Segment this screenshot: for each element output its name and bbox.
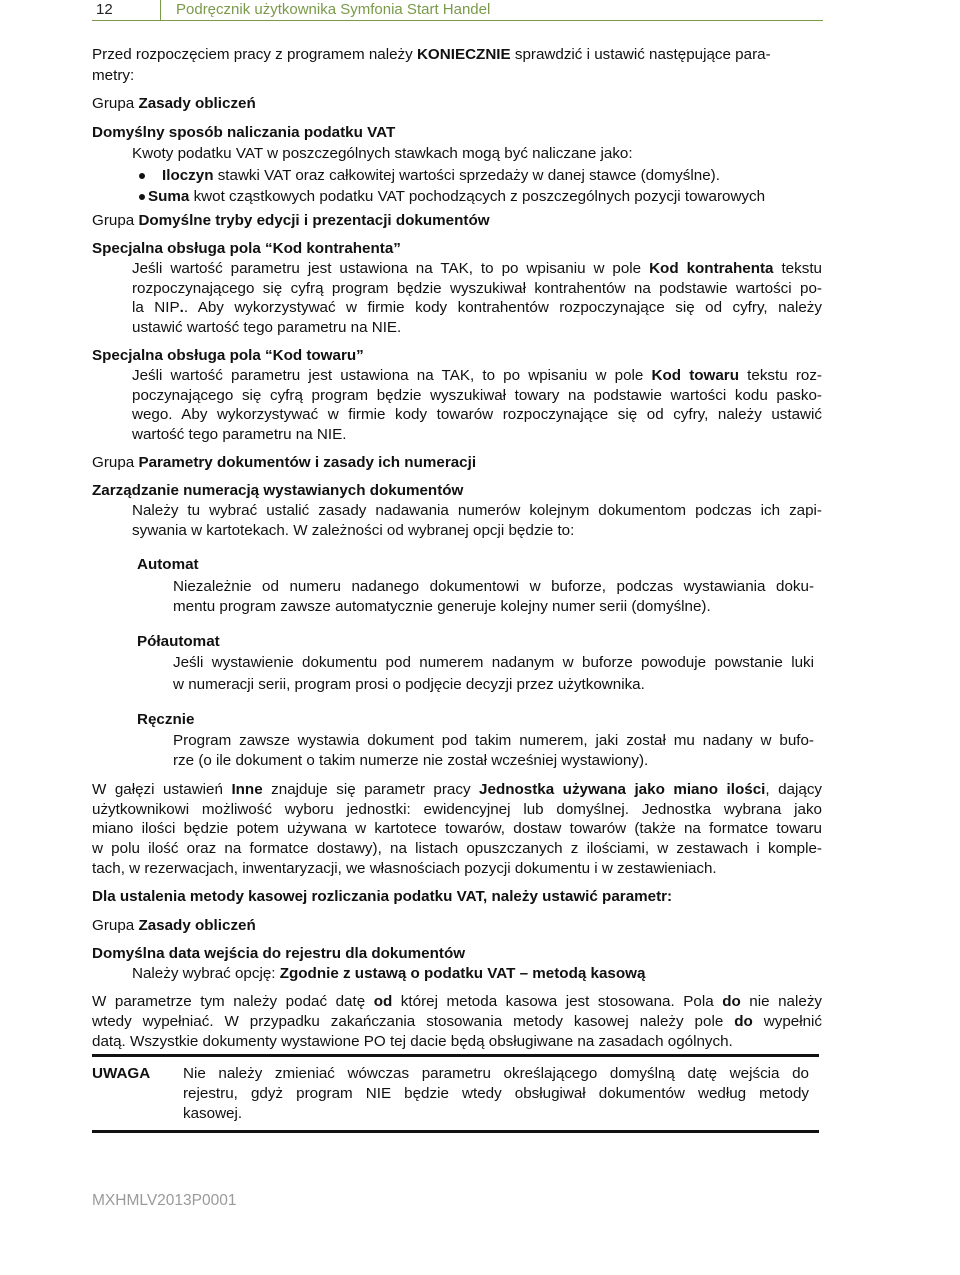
footer-code: MXHMLV2013P0001 — [92, 1192, 237, 1209]
running-title: Podręcznik użytkownika Symfonia Start Handel — [176, 1, 491, 18]
option-recznie-line-2: rze (o ile dokument o takim numerze nie został wcześniej wystawiony). — [173, 752, 649, 769]
vat-title: Domyślny sposób naliczania podatku VAT — [92, 124, 396, 141]
numeracja-line-2: sywania w kartotekach. W zależności od wybranej opcji będzie to: — [132, 522, 575, 539]
bullet-icon — [139, 194, 145, 200]
page-number: 12 — [96, 1, 113, 18]
group-heading-3: Grupa Parametry dokumentów i zasady ich numeracji — [92, 454, 477, 471]
kod-towaru-line-4: wartość tego parametru na NIE. — [132, 426, 347, 443]
intro-line-2: metry: — [92, 67, 135, 84]
data-wejscia-option: Należy wybrać opcję: Zgodnie z ustawą o podatku VAT – metodą kasową — [132, 965, 646, 982]
kod-kontrahenta-line-4: ustawić wartość tego parametru na NIE. — [132, 319, 402, 336]
group-heading-4: Grupa Zasady obliczeń — [92, 917, 256, 934]
data-wejscia-title: Domyślna data wejścia do rejestru dla dokumentów — [92, 945, 466, 962]
numeracja-title: Zarządzanie numeracją wystawianych dokumentów — [92, 482, 464, 499]
note-line-3: kasowej. — [183, 1105, 243, 1122]
kasowa-heading: Dla ustalenia metody kasowej rozliczania podatku VAT, należy ustawić parametr: — [92, 888, 673, 905]
note-line-2: rejestru, gdyż program NIE będzie wtedy obsługiwał dokumentów według metody — [183, 1085, 809, 1102]
inne-line-4: w polu ilość oraz na formatce dostawy), na listach opuszczanych z ilościami, w zestawach i komple- — [92, 840, 822, 857]
option-recznie-line-1: Program zawsze wystawia dokument pod takim numerem, jaki został mu nadany w bufo- — [173, 732, 814, 749]
kasowa-para-line-2: wtedy wypełniać. W przypadku zakańczania stosowania metody kasowej należy pole do wypełnić — [92, 1013, 822, 1030]
kasowa-para-line-1: W parametrze tym należy podać datę od której metoda kasowa jest stosowana. Pola do nie należy — [92, 993, 823, 1010]
kod-kontrahenta-title: Specjalna obsługa pola “Kod kontrahenta” — [92, 240, 401, 257]
inne-line-2: użytkownikowi możliwość wyboru jednostki: ewidencyjnej lub domyślnej. Jednostka wybrana jako — [92, 801, 822, 818]
vat-desc: Kwoty podatku VAT w poszczególnych stawkach mogą być naliczane jako: — [132, 145, 633, 162]
header-rule — [92, 20, 823, 21]
intro-line-1: Przed rozpoczęciem pracy z programem należy KONIECZNIE sprawdzić i ustawić następujące para- — [92, 46, 771, 63]
kod-towaru-line-3: wego. Aby wykorzystywać w firmie kody towarów rozpoczynające się od cyfry, należy ustawić — [132, 406, 822, 423]
option-recznie-name: Ręcznie — [137, 711, 195, 728]
kasowa-para-line-3: datą. Wszystkie dokumenty wystawione PO tej dacie będą obsługiwane na zasadach ogólnych. — [92, 1033, 733, 1050]
vat-option-iloczyn: Iloczyn stawki VAT oraz całkowitej wartości sprzedaży w danej stawce (domyślne). — [162, 167, 720, 184]
kod-kontrahenta-line-2: rozpoczynającego się cyfrą program będzie wyszukiwał kontrahentów na podstawie wartości po- — [132, 280, 822, 297]
option-automat-line-1: Niezależnie od numeru nadanego dokumentowi w buforze, podczas wystawiania doku- — [173, 578, 814, 595]
option-polautomat-line-2: w numeracji serii, program prosi o podjęcie decyzji przez użytkownika. — [173, 676, 645, 693]
kod-towaru-title: Specjalna obsługa pola “Kod towaru” — [92, 347, 364, 364]
inne-line-1: W gałęzi ustawień Inne znajduje się parametr pracy Jednostka używana jako miano ilości, dający — [92, 781, 823, 798]
note-bottom-rule — [92, 1130, 819, 1133]
option-automat-line-2: mentu program zawsze automatycznie generuje kolejny numer serii (domyślne). — [173, 598, 711, 615]
kod-kontrahenta-line-1: Jeśli wartość parametru jest ustawiona na TAK, to po wpisaniu w pole Kod kontrahenta tekstu — [132, 260, 822, 277]
option-polautomat-line-1: Jeśli wystawienie dokumentu pod numerem nadanym w buforze powoduje powstanie luki — [173, 654, 814, 671]
inne-line-3: miano ilości będzie potem używana w kartotece towarów, dostaw towarów (także na formatce towaru — [92, 820, 822, 837]
kod-towaru-line-1: Jeśli wartość parametru jest ustawiona na TAK, to po wpisaniu w pole Kod towaru tekstu roz- — [132, 367, 822, 384]
vat-option-suma: Suma kwot cząstkowych podatku VAT pochodzących z poszczególnych pozycji towarowych — [148, 188, 766, 205]
bullet-icon — [139, 173, 145, 179]
page-number-box — [80, 0, 161, 20]
group-heading-1: Grupa Zasady obliczeń — [92, 95, 256, 112]
numeracja-line-1: Należy tu wybrać ustalić zasady nadawania numerów kolejnym dokumentom podczas ich zapi- — [132, 502, 822, 519]
group-heading-2: Grupa Domyślne tryby edycji i prezentacji dokumentów — [92, 212, 490, 229]
inne-line-5: tach, w rezerwacjach, inwentaryzacji, we własnościach pozycji dokumentu i w zestawieniach. — [92, 860, 717, 877]
option-automat-name: Automat — [137, 556, 199, 573]
note-top-rule — [92, 1054, 819, 1057]
option-polautomat-name: Półautomat — [137, 633, 220, 650]
note-label: UWAGA — [92, 1065, 151, 1082]
note-line-1: Nie należy zmieniać wówczas parametru określającego domyślną datę wejścia do — [183, 1065, 809, 1082]
kod-towaru-line-2: poczynającego się cyfrą program będzie wyszukiwał towary na podstawie wartości kodu pasko- — [132, 387, 822, 404]
kod-kontrahenta-line-3: la NIP.. Aby wykorzystywać w firmie kody kontrahentów rozpoczynające się od cyfry, należy — [132, 299, 822, 316]
